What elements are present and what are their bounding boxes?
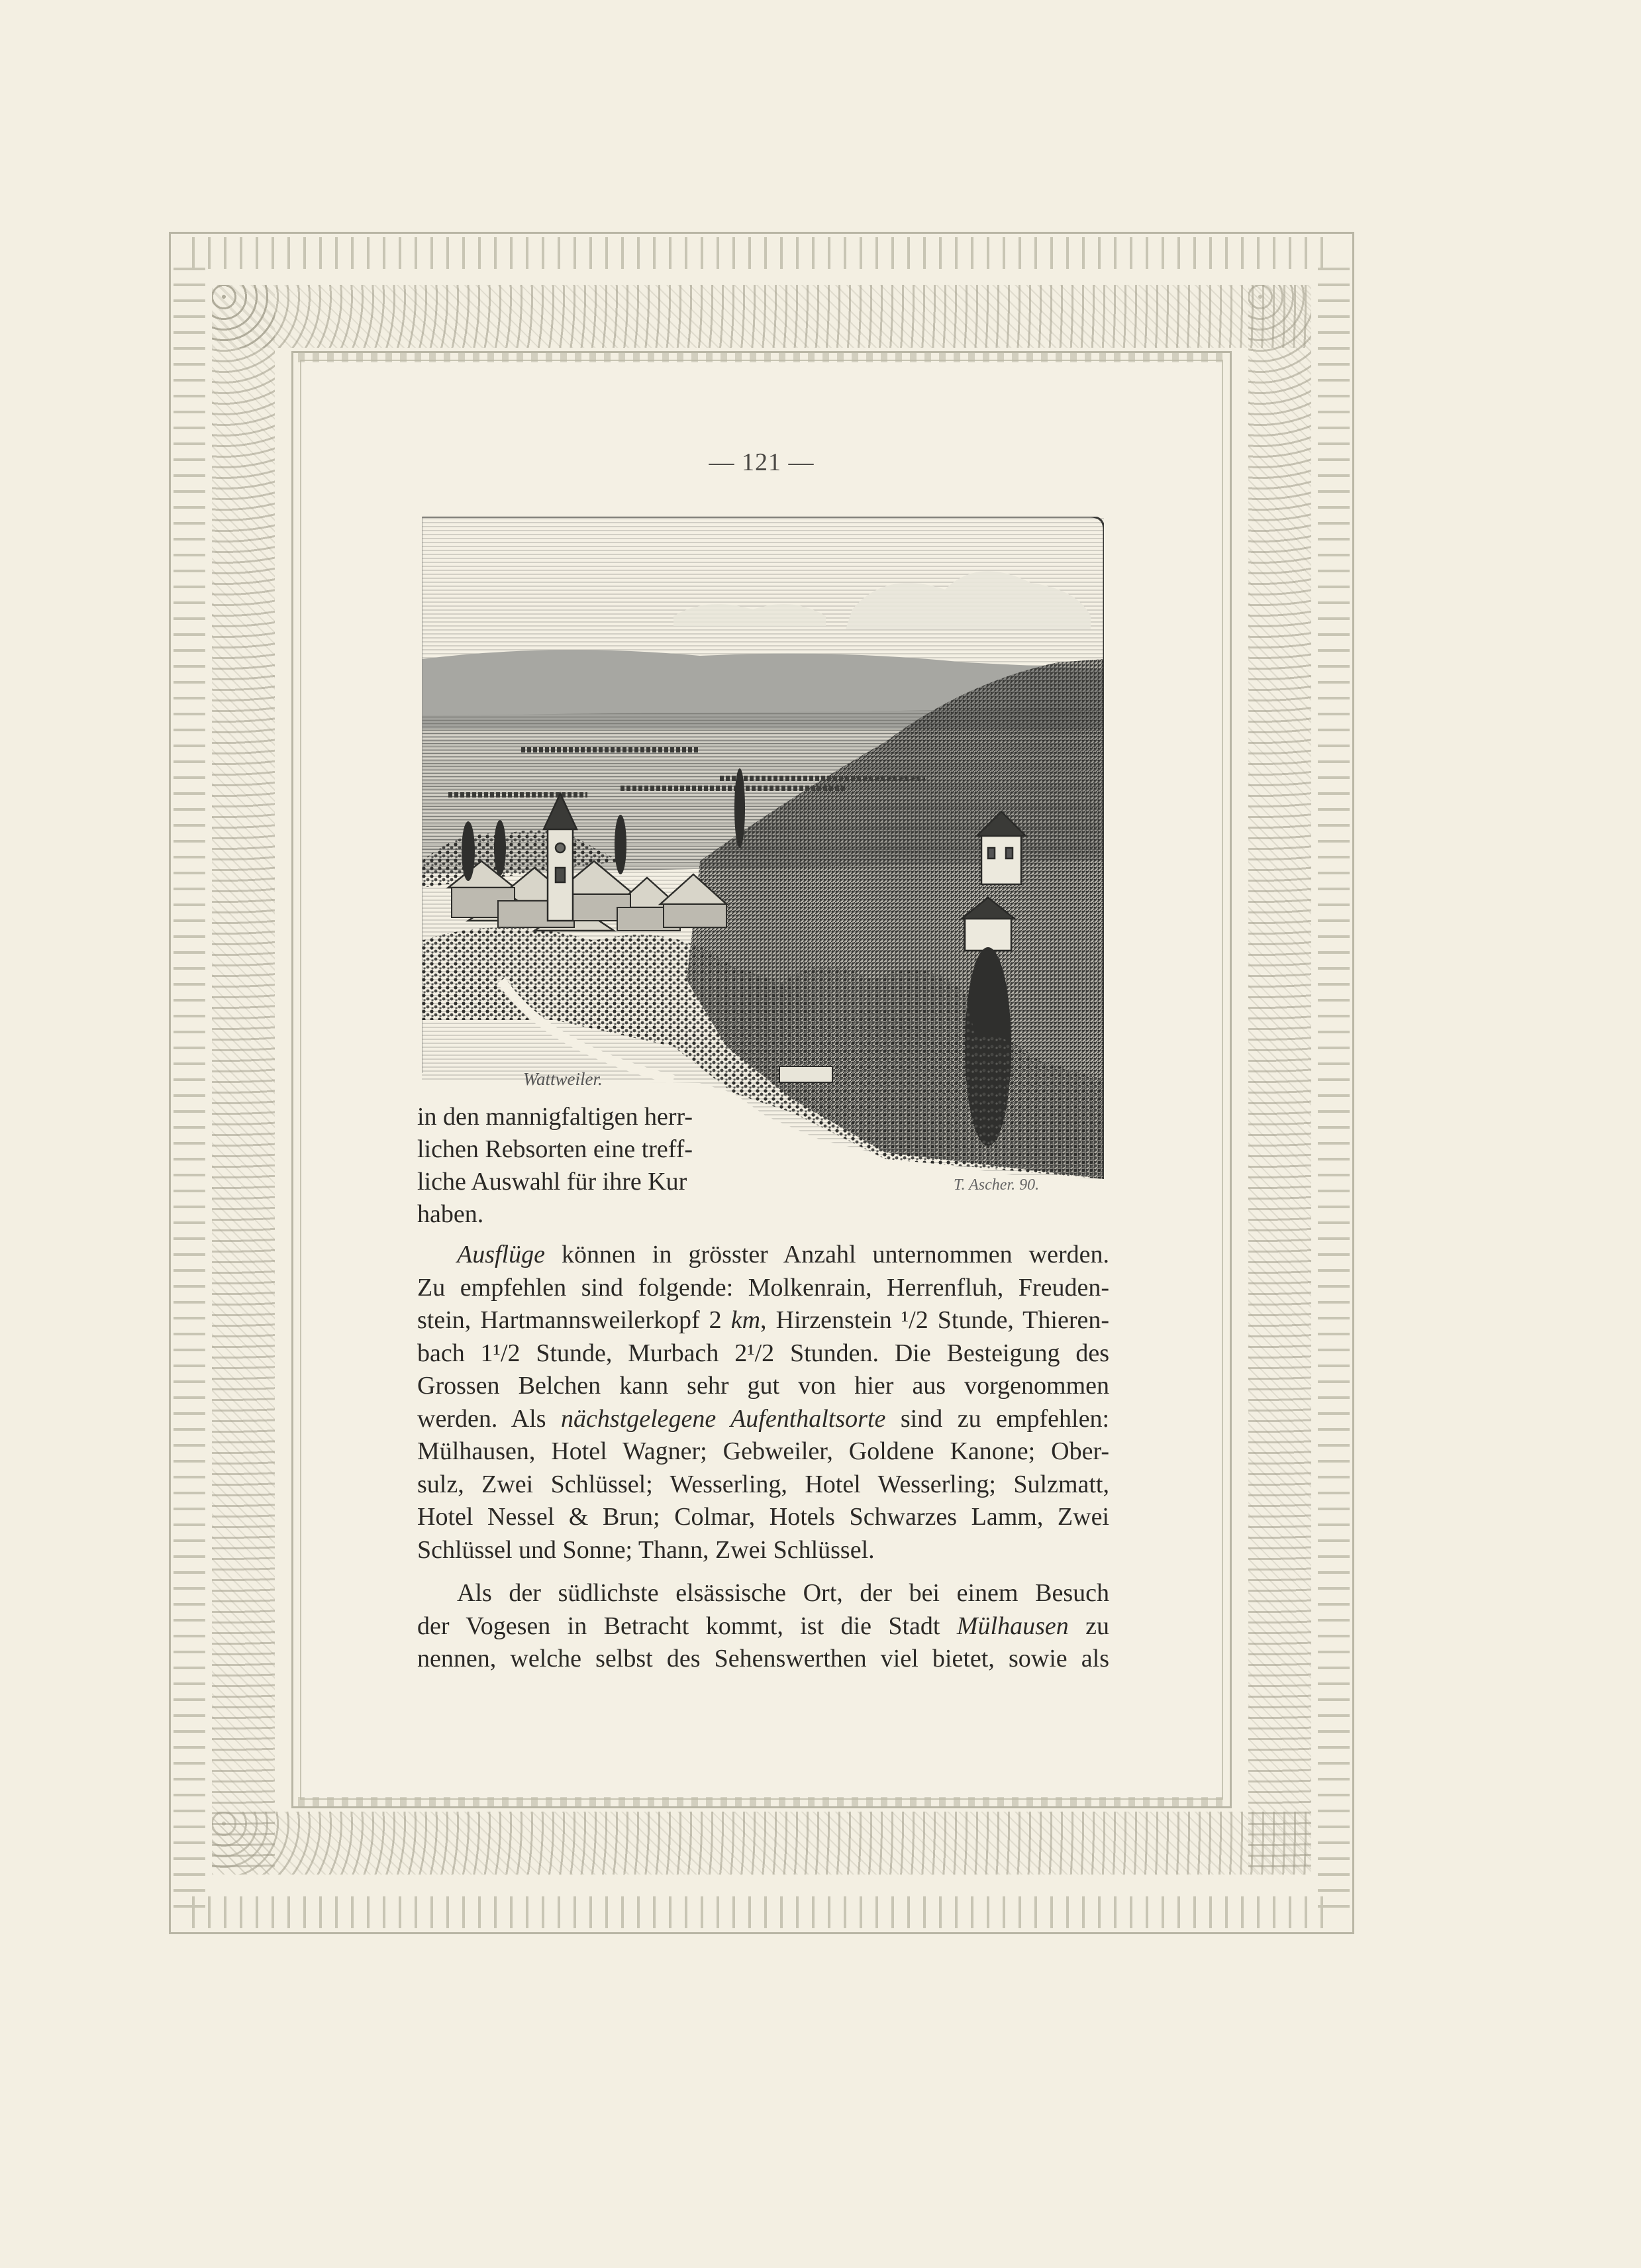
- text-line: Schlüssel und Sonne; Thann, Zwei Schlüssel.: [417, 1535, 875, 1564]
- ornament-band-right: [1248, 285, 1311, 1875]
- text-line: nennen, welche selbst des Sehenswerthen viel bietet, sowie als: [417, 1645, 1109, 1673]
- text-line: bach 1¹/2 Stunde, Murbach 2¹/2 Stunden. Die Besteigung des: [417, 1339, 1109, 1367]
- text-line: Zu empfehlen sind folgende: Molkenrain, Herrenfluh, Freuden-: [417, 1273, 1109, 1302]
- text-line: in den mannigfaltigen herr-: [417, 1103, 693, 1131]
- text-line: Mülhausen, Hotel Wagner; Gebweiler, Goldene Kanone; Ober-: [417, 1437, 1109, 1465]
- text-line: sulz, Zwei Schlüssel; Wesserling, Hotel Wesserling; Sulzmatt,: [417, 1470, 1109, 1498]
- page-number: — 121 —: [709, 448, 815, 476]
- text-line: der Vogesen in Betracht kommt, ist die Stadt Mülhausen zu: [417, 1612, 1109, 1640]
- inner-wave-border-top: [298, 353, 1225, 362]
- paragraph-muelhausen: [417, 1577, 1109, 1676]
- inner-wave-border-bottom: [298, 1797, 1225, 1806]
- text-line: Als der südlichste elsässische Ort, der bei einem Besuch: [457, 1579, 1109, 1607]
- wrap-text-block: [417, 1101, 722, 1231]
- engraver-signature: T. Ascher. 90.: [954, 1176, 1040, 1194]
- emphasis-text: nächstgelegene Aufenthaltsorte: [561, 1404, 886, 1433]
- text-line: Grossen Belchen kann sehr gut von hier aus vorgenommen: [417, 1372, 1109, 1400]
- text-line: lichen Rebsorten eine treff-: [417, 1135, 693, 1163]
- text-line: werden. Als nächstgelegene Aufenthaltsorte sind zu empfehlen:: [417, 1404, 1109, 1433]
- emphasis-text: km: [730, 1306, 761, 1334]
- text-line: stein, Hartmannsweilerkopf 2 km, Hirzenstein ¹/2 Stunde, Thieren-: [417, 1306, 1109, 1334]
- figure-caption: Wattweiler.: [523, 1069, 603, 1089]
- ornament-band-top: [212, 285, 1311, 348]
- body-text: [417, 1239, 1109, 1676]
- text-line: Ausflüge können in grösster Anzahl unternommen werden.: [457, 1241, 1109, 1268]
- text-line: Hotel Nessel & Brun; Colmar, Hotels Schwarzes Lamm, Zwei: [417, 1503, 1109, 1531]
- paragraph-excursions: [417, 1239, 1109, 1567]
- text-line: haben.: [417, 1200, 484, 1228]
- emphasis-text: Mülhausen: [956, 1612, 1069, 1640]
- frame-ticks-top: [192, 237, 1331, 269]
- ornament-band-left: [212, 285, 275, 1875]
- ornament-band-bottom: [212, 1812, 1311, 1875]
- frame-ticks-left: [174, 258, 205, 1908]
- frame-ticks-bottom: [192, 1896, 1331, 1928]
- text-line: liche Auswahl für ihre Kur: [417, 1168, 687, 1196]
- frame-ticks-right: [1318, 258, 1350, 1908]
- emphasis-text: Ausflüge: [457, 1241, 545, 1268]
